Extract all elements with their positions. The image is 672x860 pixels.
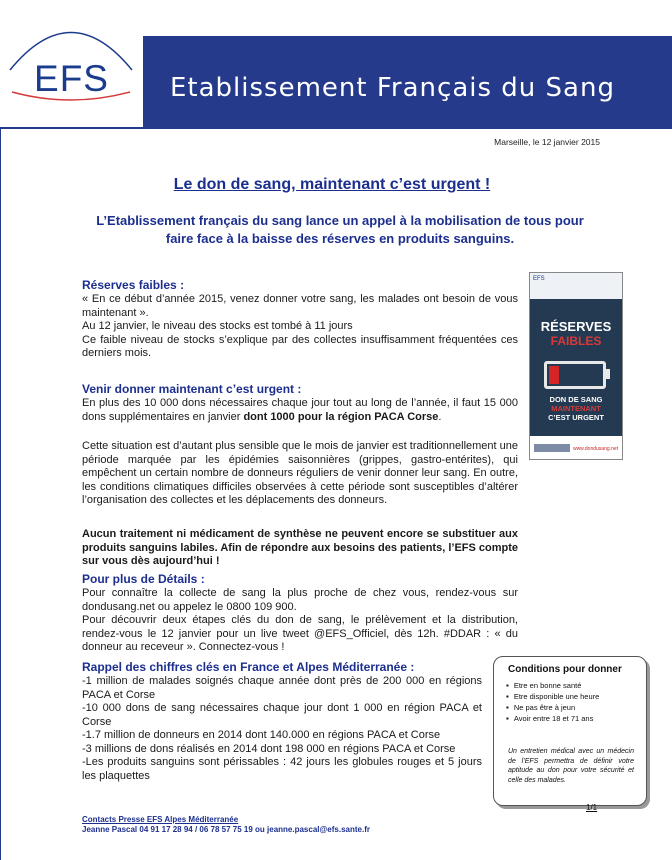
paragraph: Pour découvrir deux étapes clés du don de sang, le prélèvement et la distribution, rendez-vous le 12 janvier pour un live tweet @EFS_Officiel, dès 12h. #DDAR : « du donneur au receveur ». Connectez-vous ! [82, 614, 518, 653]
section-heading: Pour plus de Détails : [82, 572, 205, 586]
battery-level [549, 366, 559, 384]
poster-footer [530, 436, 622, 459]
section-reserves [82, 278, 518, 361]
contacts-heading: Contacts Presse EFS Alpes Méditerranée [82, 815, 239, 824]
poster-url: www.dondusang.net [572, 446, 618, 452]
list-item: -Les produits sanguins sont périssables : 42 jours les globules rouges et 5 jours les plaquettes [82, 756, 482, 782]
conditions-box [493, 656, 647, 806]
battery-icon [544, 361, 606, 389]
page-subtitle: L’Etablissement français du sang lance un appel à la mobilisation de tous pour faire face à la baisse des réserves en produits sanguins. [96, 213, 584, 246]
paragraph-epidemies: Cette situation est d’autant plus sensible que le mois de janvier est traditionnellement une période marquée par les épidémies saisonnières (grippes, gastro-entérites), qui empêchent un certain nombre de donneurs réguliers de venir donner leur sang. En outre, les conditions climatiques difficiles observées à cette période sont susceptibles d’altérer l’organisation des collectes et les déplacements des donneurs. [82, 440, 518, 506]
poster-title: RÉSERVES [540, 319, 612, 334]
efs-logo [0, 0, 143, 128]
section-heading: Venir donner maintenant c’est urgent : [82, 382, 302, 396]
list-item: -1.7 million de donneurs en 2014 dont 140.000 en régions PACA et Corse [82, 729, 441, 741]
contacts-details: Jeanne Pascal 04 91 17 28 94 / 06 78 57 75 19 ou jeanne.pascal@efs.sante.fr [82, 825, 370, 834]
list-item: ▪ Avoir entre 18 et 71 ans [506, 713, 599, 724]
bold-text: dont 1000 pour la région PACA Corse [243, 410, 439, 423]
battery-tip [606, 369, 610, 379]
paragraph: Au 12 janvier, le niveau des stocks est tombé à 11 jours [82, 320, 353, 332]
poster-top [530, 273, 622, 299]
conditions-heading: Conditions pour donner [508, 664, 622, 675]
section-heading: Rappel des chiffres clés en France et Alpes Méditerranée : [82, 660, 415, 674]
header-title: Etablissement Français du Sang [170, 73, 615, 103]
header-banner-top [143, 0, 672, 36]
section-urgent [82, 382, 518, 424]
paragraph: Pour connaître la collecte de sang la plus proche de chez vous, rendez-vous sur dondusang.net ou appelez le 0800 109 900. [82, 587, 518, 613]
list-item: ▪ Etre en bonne santé [506, 680, 599, 691]
left-border [0, 128, 1, 860]
poster-subtitle: FAIBLES [550, 334, 602, 348]
list-item: ▪ Ne pas être à jeun [506, 702, 599, 713]
header [0, 0, 672, 128]
text-span: En plus des 10 000 dons nécessaires chaque jour tout au long de l’année, il faut 15 000 dons supplémentaires en janvier [82, 397, 518, 423]
poster-text: MAINTENANT [551, 404, 601, 413]
campaign-poster [529, 272, 623, 460]
text-span: . [438, 410, 442, 423]
press-contacts [82, 815, 370, 835]
header-rule [0, 127, 672, 129]
list-item: -1 million de malades soignés chaque année dont près de 200 000 en régions PACA et Corse [82, 675, 482, 701]
paragraph: Ce faible niveau de stocks s’explique par des collectes insuffisamment fréquentées ces derniers mois. [82, 333, 518, 359]
list-item: -10 000 dons de sang nécessaires chaque jour dont 1 000 en région PACA et Corse [82, 702, 482, 728]
conditions-list [506, 680, 599, 724]
page-number: 1/1 [586, 803, 598, 812]
paragraph [82, 397, 518, 424]
paragraph: « En ce début d’année 2015, venez donner votre sang, les malades ont besoin de vous maintenant ». [82, 293, 518, 319]
list-item: ▪ Etre disponible une heure [506, 691, 599, 702]
section-heading: Réserves faibles : [82, 278, 185, 292]
poster-text: DON DE SANG [549, 395, 603, 404]
poster-text: C’EST URGENT [548, 413, 604, 422]
poster-logo: EFS [533, 276, 545, 282]
section-details [82, 572, 518, 655]
date-line: Marseille, le 12 janvier 2015 [494, 137, 600, 147]
conditions-note: Un entretien médical avec un médecin de l’EFS permettra de définir votre aptitude au don pour votre sécurité et celle des malades. [508, 748, 634, 784]
list-item: -3 millions de dons réalisés en 2014 dont 198 000 en régions PACA et Corse [82, 742, 456, 755]
section-rappel [82, 660, 482, 783]
partner-logos [534, 444, 570, 452]
page-title: Le don de sang, maintenant c’est urgent ! [173, 176, 491, 193]
logo-text: EFS [34, 58, 109, 99]
paragraph-traitement: Aucun traitement ni médicament de synthèse ne peuvent encore se substituer aux produits sanguins labiles. Afin de répondre aux besoins des patients, l’EFS compte sur vous dès aujourd’hui ! [82, 528, 519, 567]
